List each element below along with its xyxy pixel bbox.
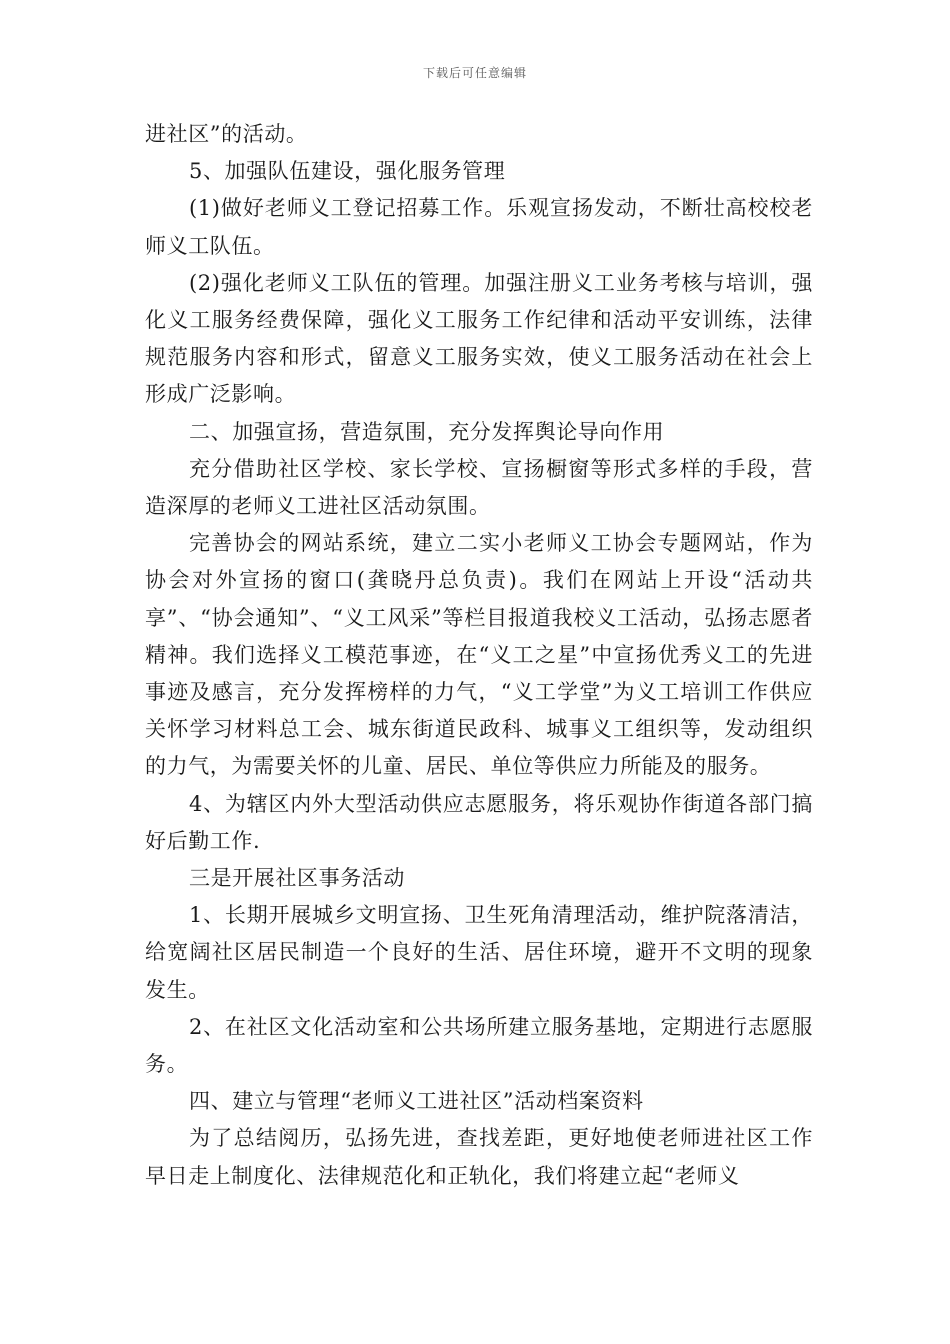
paragraph: 1、长期开展城乡文明宣扬、卫生死角清理活动，维护院落清洁，给宽阔社区居民制造一个良好的生活、居住环境，避开不文明的现象发生。 [145, 903, 813, 1002]
paragraph: 充分借助社区学校、家长学校、宣扬橱窗等形式多样的手段，营造深厚的老师义工进社区活动氛围。 [145, 456, 813, 519]
paragraph: 2、在社区文化活动室和公共场所建立服务基地，定期进行志愿服务。 [145, 1014, 813, 1077]
paragraph: 四、建立与管理“老师义工进社区”活动档案资料 [189, 1089, 644, 1114]
paragraph: 为了总结阅历，弘扬先进，查找差距，更好地使老师进社区工作早日走上制度化、法律规范化和正轨化，我们将建立起“老师义 [145, 1126, 813, 1188]
paragraph: (2)强化老师义工队伍的管理。加强注册义工业务考核与培训，强化义工服务经费保障，强化义工服务工作纪律和活动平安训练，法律规范服务内容和形式，留意义工服务实效，使义工服务活动在社会上形成广泛影响。 [145, 270, 813, 407]
paragraph: (1)做好老师义工登记招募工作。乐观宣扬发动，不断壮高校校老师义工队伍。 [145, 196, 813, 258]
paragraph: 完善协会的网站系统，建立二实小老师义工协会专题网站，作为协会对外宣扬的窗口(龚晓丹总负责)。我们在网站上开设“活动共享”、“协会通知”、“义工风采”等栏目报道我校义工活动，弘扬志愿者精神。我们选择义工模范事迹，在“义工之星”中宣扬优秀义工的先进事迹及感言，充分发挥榜样的力气，“义工学堂”为义工培训工作供应关怀学习材料总工会、城东街道民政科、城事义工组织等，发动组织的力气，为需要关怀的儿童、居民、单位等供应力所能及的服务。 [145, 531, 813, 779]
page-header: 下载后可任意编辑 [422, 66, 527, 80]
paragraph: 5、加强队伍建设，强化服务管理 [189, 159, 506, 184]
paragraph: 二、加强宣扬，营造氛围，充分发挥舆论导向作用 [189, 419, 665, 444]
paragraph: 4、为辖区内外大型活动供应志愿服务，将乐观协作街道各部门搞好后勤工作. [145, 791, 813, 853]
paragraph: 进社区”的活动。 [145, 122, 308, 146]
paragraph: 三是开展社区事务活动 [189, 866, 405, 891]
document-body [145, 116, 813, 1195]
